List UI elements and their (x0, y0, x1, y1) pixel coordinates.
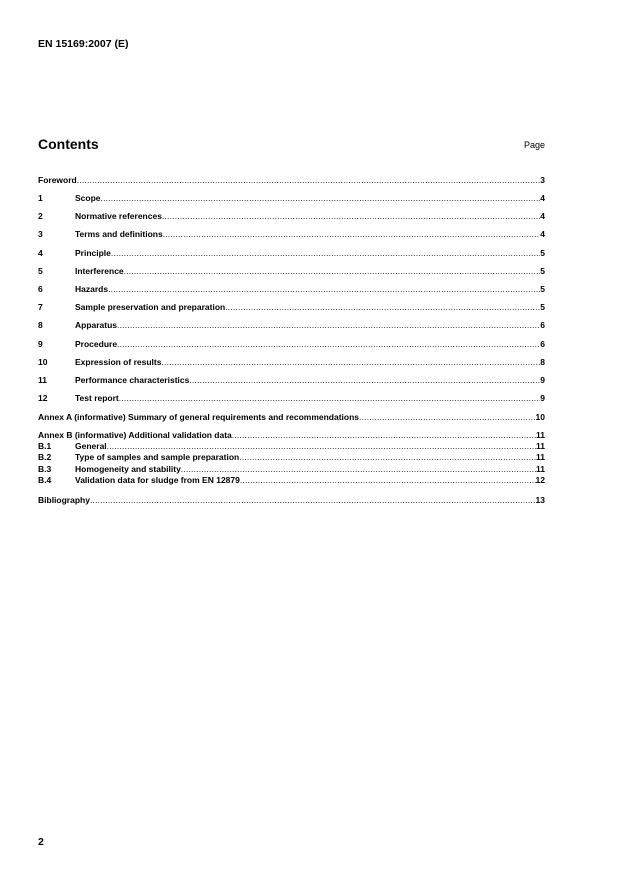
dot-leader (232, 430, 536, 441)
toc-entry-number: 11 (38, 375, 47, 385)
toc-entry-title: Apparatus (75, 320, 118, 330)
dot-leader (240, 475, 536, 486)
toc-entry-number: 4 (38, 248, 43, 258)
dot-leader (162, 211, 540, 222)
toc-entry-title: Annex B (informative) Additional validation data (38, 430, 232, 440)
toc-entry-number: B.3 (38, 464, 52, 474)
toc-entry[interactable] (38, 193, 545, 204)
toc-entry-page: 9 (540, 375, 545, 385)
toc-entry[interactable] (38, 302, 545, 313)
toc-entry-title: Normative references (75, 211, 162, 221)
dot-leader (124, 266, 541, 277)
toc-entry-page: 12 (535, 475, 545, 485)
toc-entry-number: 3 (38, 229, 43, 239)
contents-title: Contents (38, 136, 99, 152)
toc-entry-number: B.1 (38, 441, 52, 451)
toc-entry[interactable] (38, 475, 545, 486)
toc-entry-page: 4 (540, 211, 545, 221)
toc-entry-number: 8 (38, 320, 43, 330)
dot-leader (77, 175, 541, 186)
toc-entry-page: 13 (535, 495, 545, 505)
toc-entry-number: B.2 (38, 452, 52, 462)
toc-entry[interactable] (38, 266, 545, 277)
toc-entry[interactable] (38, 495, 545, 506)
toc-entry-title: Hazards (75, 284, 109, 294)
toc-entry-title: Homogeneity and stability (75, 464, 181, 474)
toc-entry[interactable] (38, 375, 545, 386)
toc-entry[interactable] (38, 441, 545, 452)
toc-entry-page: 5 (540, 302, 545, 312)
toc-entry[interactable] (38, 412, 545, 423)
toc-entry-number: 2 (38, 211, 43, 221)
toc-entry-page: 5 (540, 266, 545, 276)
dot-leader (189, 375, 540, 386)
toc-entry-page: 10 (535, 412, 545, 422)
toc-entry[interactable] (38, 211, 545, 222)
dot-leader (117, 320, 540, 331)
toc-entry-number: B.4 (38, 475, 52, 485)
toc-entry[interactable] (38, 229, 545, 240)
toc-entry-title: Annex A (informative) Summary of general requirements and recommendations (38, 412, 360, 422)
toc-entry-title: Terms and definitions (75, 229, 163, 239)
toc-entry[interactable] (38, 248, 545, 259)
toc-entry-page: 8 (540, 357, 545, 367)
toc-entry-page: 6 (540, 320, 545, 330)
toc-entry-title: Type of samples and sample preparation (75, 452, 240, 462)
toc-entry[interactable] (38, 452, 545, 463)
toc-entry-number: 7 (38, 302, 43, 312)
toc-entry-number: 5 (38, 266, 43, 276)
toc-entry-number: 9 (38, 339, 43, 349)
toc-entry-title: Test report (75, 393, 119, 403)
toc-entry[interactable] (38, 393, 545, 404)
toc-entry-page: 6 (540, 339, 545, 349)
dot-leader (107, 441, 536, 452)
page-number: 2 (38, 836, 44, 848)
toc-entry[interactable] (38, 464, 545, 475)
dot-leader (239, 452, 536, 463)
toc-entry[interactable] (38, 284, 545, 295)
toc-entry-number: 1 (38, 193, 43, 203)
toc-entry-number: 6 (38, 284, 43, 294)
toc-entry-page: 11 (536, 441, 545, 451)
toc-entry-title: Bibliography (38, 495, 90, 505)
dot-leader (101, 193, 541, 204)
toc-entry-title: Performance characteristics (75, 375, 190, 385)
toc-entry-page: 3 (540, 175, 545, 185)
toc-entry-title: Scope (75, 193, 101, 203)
toc-entry[interactable] (38, 430, 545, 441)
toc-entry-title: Sample preservation and preparation (75, 302, 226, 312)
toc-entry-number: 12 (38, 393, 48, 403)
toc-entry-title: Foreword (38, 175, 77, 185)
toc-entry-page: 11 (536, 464, 545, 474)
dot-leader (163, 229, 541, 240)
dot-leader (119, 393, 540, 404)
toc-entry-title: General (75, 441, 107, 451)
dot-leader (225, 302, 540, 313)
toc-entry-page: 11 (536, 452, 545, 462)
toc-entry[interactable] (38, 339, 545, 350)
toc-entry-title: Interference (75, 266, 124, 276)
toc-entry-page: 4 (540, 229, 545, 239)
toc-entry-title: Validation data for sludge from EN 12879 (75, 475, 240, 485)
toc-entry-number: 10 (38, 357, 48, 367)
dot-leader (181, 464, 536, 475)
page-column-label: Page (523, 140, 545, 150)
toc-entry[interactable] (38, 357, 545, 368)
toc-entry[interactable] (38, 175, 545, 186)
dot-leader (90, 495, 536, 506)
toc-entry-page: 5 (540, 248, 545, 258)
dot-leader (117, 339, 540, 350)
document-id: EN 15169:2007 (E) (38, 38, 129, 50)
toc-entry-page: 9 (540, 393, 545, 403)
toc-entry-page: 11 (536, 430, 545, 440)
toc-entry-page: 4 (540, 193, 545, 203)
dot-leader (108, 284, 540, 295)
toc-entry-title: Expression of results (75, 357, 162, 367)
toc-entry-page: 5 (540, 284, 545, 294)
dot-leader (111, 248, 540, 259)
toc-entry[interactable] (38, 320, 545, 331)
toc-entry-title: Principle (75, 248, 111, 258)
toc-entry-title: Procedure (75, 339, 118, 349)
dot-leader (359, 412, 536, 423)
dot-leader (161, 357, 540, 368)
